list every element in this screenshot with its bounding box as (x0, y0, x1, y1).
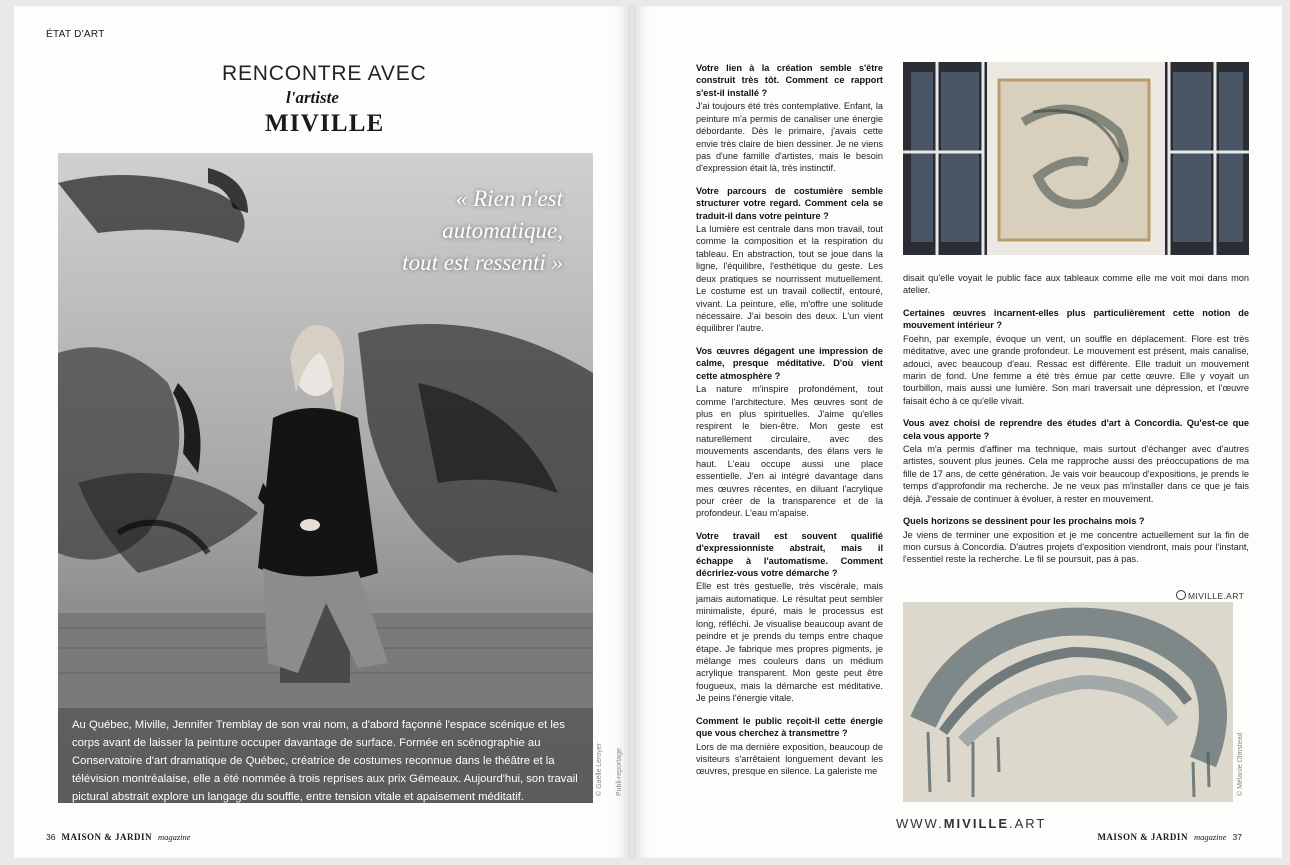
question: Votre lien à la création semble s'être construit très tôt. Comment ce rapport s'est-il installé ? (696, 63, 883, 98)
website-name: MIVILLE (943, 816, 1009, 831)
artist-portrait-photo (58, 153, 593, 803)
gallery-illustration (903, 62, 1249, 255)
left-page (14, 6, 631, 858)
answer: Lors de ma dernière exposition, beaucoup de visiteurs s'arrêtaient longuement devant les œuvres, presque en silence. La galeriste me (696, 741, 883, 777)
answer-continuation: disait qu'elle voyait le public face aux tableaux comme elle me voit moi dans mon atelier. (903, 273, 1249, 296)
interview-column-1 (696, 62, 883, 778)
right-footer (1097, 832, 1242, 842)
question: Vos œuvres dégagent une impression de calme, presque méditative. D'où vient cette atmosphère ? (696, 345, 883, 381)
answer: Elle est très gestuelle, très viscérale, mais jamais automatique. Le résultat peut sembler minimaliste, épuré, mais le processus est long, réfléchi. Je visualise beaucoup avant de peindre et je prends du temps entre chaque étape. Je fabrique mes propres pigments, je mélange mes couleurs dans un médium acrylique transparent. Mon geste peut être fougueux, mais la démarche est méditative. Je peins l'énergie vitale. (696, 581, 883, 704)
section-rubric: ÉTAT D'ART (46, 29, 105, 40)
heading-line-1: RENCONTRE AVEC (222, 62, 427, 85)
magazine-name: MAISON & JARDIN (61, 832, 152, 842)
publi-reportage-label: Publi-reportage (616, 748, 623, 796)
left-footer (46, 832, 191, 842)
question: Certaines œuvres incarnent-elles plus particulièrement cette notion de mouvement intérieur ? (903, 307, 1249, 331)
website-suffix: .ART (1009, 816, 1047, 831)
question: Quels horizons se dessinent pour les prochains mois ? (903, 516, 1145, 527)
website-url[interactable] (896, 816, 1046, 831)
instagram-handle[interactable] (1176, 590, 1244, 601)
photo-credit-gallery: © Mélanie Olmstead (1254, 190, 1261, 254)
photo-credit-artwork: © Mélanie Olmstead (1237, 732, 1244, 796)
magazine-sub: magazine (157, 832, 191, 842)
page-number: 36 (46, 832, 56, 842)
right-page (633, 6, 1282, 858)
answer: J'ai toujours été très contemplative. Enfant, la peinture m'a permis de canaliser une énergie débordante. Dès le primaire, j'avais cette envie très claire de bien dessiner. Je ne viens pas d'une famille d'artistes, mais le besoin d'expression était là, très instinctif. (696, 101, 883, 174)
heading-line-2: l'artiste (286, 88, 339, 107)
page-number: 37 (1232, 832, 1242, 842)
question: Vous avez choisi de reprendre des études d'art à Concordia. Qu'est-ce que cela vous apporte ? (903, 418, 1249, 441)
interview-column-2 (903, 271, 1249, 566)
photo-credit: © Gaëlle Leroyer (596, 742, 603, 796)
answer: Foehn, par exemple, évoque un vent, un souffle en déplacement. Flore est très méditative, avec une grande profondeur. Le mouvement est présent, mais canalisé, adouci, avec beaucoup d'eau. Ressac est différente. Elle traduit un mouvement marin de fond. Une femme a été très émue par cette œuvre. Elle y voyait un tourbillon, mais aussi une lumière. Son mari traversait une dépression, et l'œuvre faisait écho à ce qu'elle vivait. (903, 333, 1249, 406)
answer: La lumière est centrale dans mon travail, tout comme la composition et la respiration du tableau. En abstraction, tout se joue dans la ligne, l'équilibre, l'esthétique du geste. Les deux pratiques se nourrissent mutuellement. Le costume est un travail collectif, entouré, vivant. La peinture, elle, m'offre une solitude nécessaire. J'ai besoin des deux. L'un vient équilibrer l'autre. (696, 224, 883, 334)
magazine-name: MAISON & JARDIN (1097, 832, 1188, 842)
question: Votre travail est souvent qualifié d'expressionniste abstrait, mais il échappe à l'automatisme. Comment décririez-vous votre démarche ? (696, 530, 883, 579)
brushstroke-illustration (903, 602, 1233, 802)
intro-caption: Au Québec, Miville, Jennifer Tremblay de son vrai nom, a d'abord façonné l'espace scénique et les corps avant de laisser la peinture occuper davantage de surface. Formée en scénographie au Conservatoire d'art dramatique de Québec, créatrice de costumes reconnue dans le théâtre et la télévision montréalaise, elle a été nommée à trois reprises aux prix Gémeaux. Aujourd'hui, son travail pictural abstrait explore un langage du souffle, entre tension vitale et apaisement méditatif. (58, 708, 593, 803)
handle-text: MIVILLE.ART (1188, 591, 1245, 601)
website-prefix: WWW. (896, 816, 944, 831)
gallery-artwork-photo (903, 62, 1249, 255)
answer: La nature m'inspire profondément, tout comme l'architecture. Mes œuvres sont de plus en plus spirituelles. J'aime qu'elles respirent le bien-être. Mon geste est naturellement circulaire, avec des mouvements ascendants, des élans vers le haut. L'eau occupe aussi une place essentielle. J'en ai intégré davantage dans mes œuvres récentes, en diluant l'acrylique pour créer de la transparence et de la profondeur. L'eau m'apaise. (696, 384, 883, 519)
answer: Cela m'a permis d'affiner ma technique, mais surtout d'échanger avec d'autres artistes, souvent plus jeunes. Cela me rapproche aussi des préoccupations de ma fille de 17 ans, de cette génération. Je vais voir beaucoup d'expositions, je prends le temps d'approfondir ma recherche. Je ne veux pas m'installer dans ce que je fais déjà. J'essaie de continuer à évoluer, à rester en mouvement. (903, 444, 1249, 504)
instagram-icon (1176, 590, 1186, 600)
answer: Je viens de terminer une exposition et je me concentre actuellement sur la fin de mon cursus à Concordia. D'autres projets d'exposition viendront, mais pour l'instant, l'essentiel reste la recherche. Le fil se poursuit, pas à pas. (903, 529, 1249, 565)
question: Comment le public reçoit-il cette énergie que vous cherchez à transmettre ? (696, 715, 883, 739)
brushstroke-artwork-photo (903, 602, 1233, 802)
magazine-sub: magazine (1193, 832, 1227, 842)
pull-quote: « Rien n'est automatique, tout est ressenti » (402, 186, 563, 276)
question: Votre parcours de costumière semble structurer votre regard. Comment cela se traduit-il dans votre peinture ? (696, 185, 883, 221)
heading-artist-name: MIVILLE (265, 110, 385, 137)
